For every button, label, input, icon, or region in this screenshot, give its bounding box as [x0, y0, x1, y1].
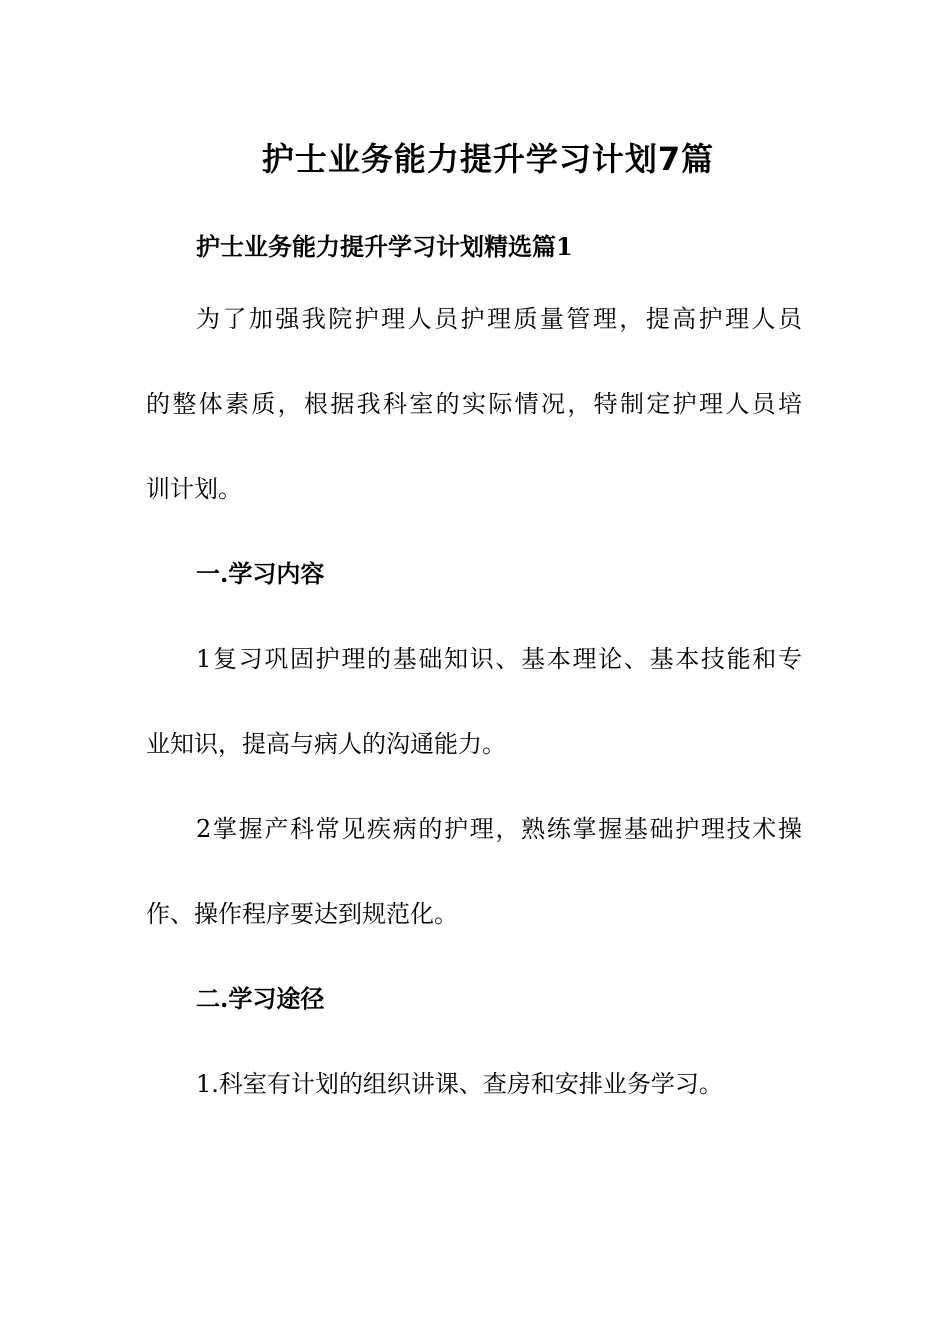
list-item-2-line-2: 作、操作程序要达到规范化。	[146, 900, 458, 928]
list-item-3: 1.科室有计划的组织讲课、查房和安排业务学习。	[196, 1070, 723, 1098]
paragraph-line-2: 的整体素质，根据我科室的实际情况，特制定护理人员培	[146, 390, 802, 418]
subtitle: 护士业务能力提升学习计划精选篇1	[196, 232, 573, 261]
list-item-1-line-1: 1复习巩固护理的基础知识、基本理论、基本技能和专	[196, 645, 802, 673]
paragraph-line-1: 为了加强我院护理人员护理质量管理，提高护理人员	[196, 305, 802, 333]
list-item-2-line-1: 2掌握产科常见疾病的护理，熟练掌握基础护理技术操	[196, 815, 802, 843]
document-title: 护士业务能力提升学习计划7篇	[261, 140, 715, 178]
section-heading-study-approach: 二.学习途径	[196, 984, 325, 1013]
paragraph-line-3: 训计划。	[146, 475, 242, 503]
list-item-1-line-2: 业知识，提高与病人的沟通能力。	[146, 730, 506, 758]
section-heading-study-content: 一.学习内容	[196, 559, 325, 588]
